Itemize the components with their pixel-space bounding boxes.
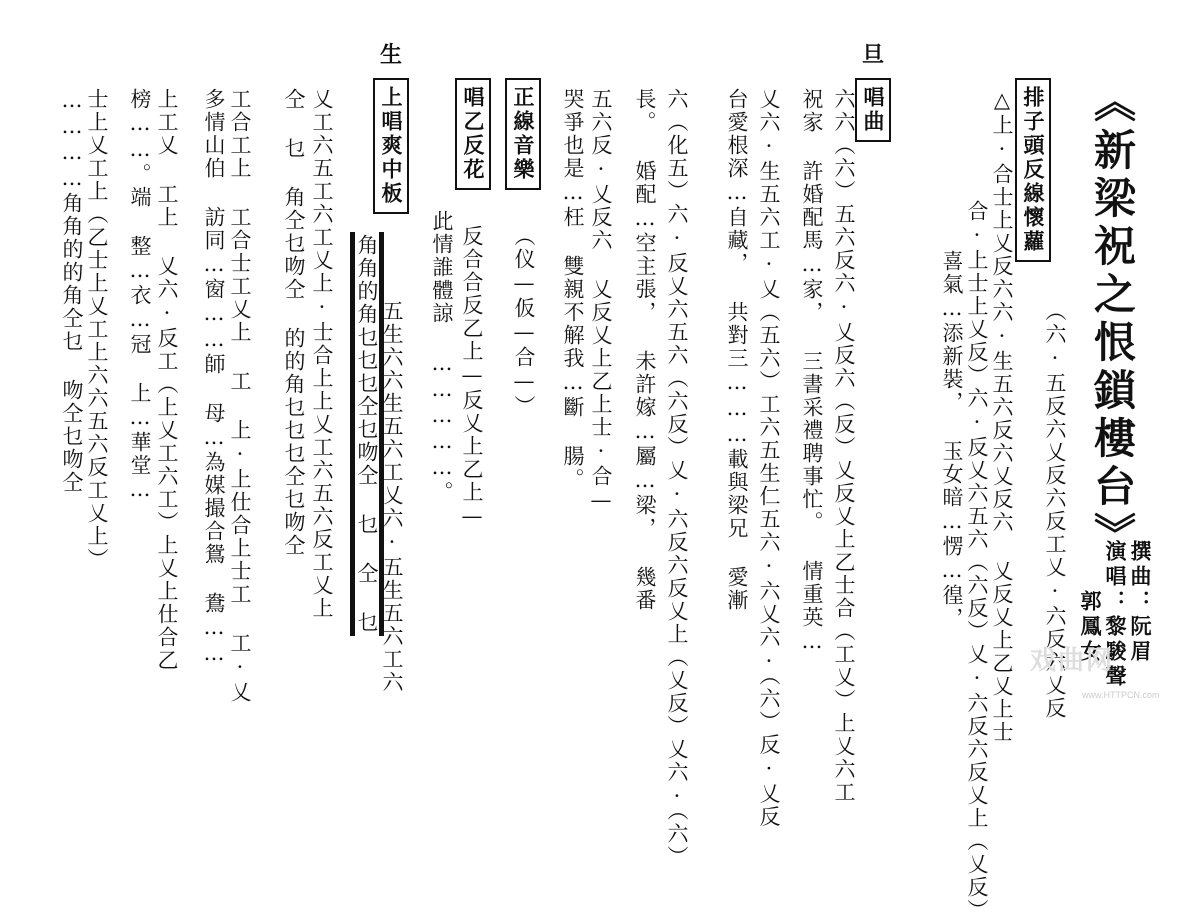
section-header-2: 唱曲	[855, 78, 891, 142]
score-line: 士上乂工上（乙士上乂工上六六五六反工乂上）	[85, 88, 109, 571]
section-header-5: 上唱爽中板	[373, 78, 409, 214]
score-line: 合·上士上乂反）六·反乂六五六（六反）乂·六反六反乂上（乂反）	[965, 200, 989, 922]
watermark-url: www.HTTPCN.com	[1082, 690, 1160, 700]
role-dan: 旦	[862, 42, 885, 68]
lyric-line: 台愛根深…自藏， 共對三………載與梁兄 愛漸	[725, 88, 749, 612]
score-line: 角角的角乜乜乜仝乜吻仝 乜 仝 乜	[350, 232, 384, 636]
score-line: 六六（六）五六反六·乂反六（反）乂反乂上乙士合（工乂）上乂六工	[832, 88, 856, 804]
score-line: 仝 乜 角仝乜吻仝 的的角乜乜乜仝乜吻仝	[282, 88, 306, 557]
score-line: 六（化五）六·反乂六五六（六反）乂·六反六反乂上（乂反）乂六·（六）	[665, 88, 689, 869]
watermark: 戏曲网	[1030, 645, 1115, 675]
lyric-line: 榜……。端 整…衣…冠 上…華堂…	[128, 88, 152, 503]
score-line: （仪—仮—合—）	[512, 225, 536, 418]
lyric-line: 祝家 許婚配馬…家， 三書采禮聘事忙。 情重英…	[800, 88, 824, 655]
lyric-line: 此情誰體諒 ……………。	[430, 210, 454, 504]
score-line: △上·合士上乂反六六·生五六反六乂反六 乂反乂上乙乂上士	[990, 88, 1014, 744]
score-line: 反合合反乙上—反乂上乙上—	[460, 225, 484, 530]
score-line: …………角角的的角仝乜 吻仝乜吻仝	[60, 88, 84, 494]
section-header-3: 正線音樂	[505, 78, 541, 190]
lyric-line: 長。 婚配…空主張， 未許嫁…屬…梁， 幾番	[633, 88, 657, 612]
title: 《新梁祝之恨鎖樓台》	[1088, 80, 1137, 560]
score-line: 工合工上 工合士工乂上 工 上·上仕合上士工 工·乂	[228, 88, 252, 704]
lyric-line: 哭爭也是…枉 雙親不解我…斷 腸。	[561, 88, 585, 491]
score-line: 五生六六生五六工乂六·五生五六工六	[380, 300, 404, 694]
score-line: （六·五反六乂反六反工乂·六反六乂反	[1043, 300, 1067, 720]
composer-credit: 撰曲：阮眉	[1128, 540, 1153, 665]
score-line: 乂六·生五六工·乂（五六）工六五生仁五六·六乂六·（六）反·乂反	[757, 88, 781, 829]
score-line: 上工乂 工上 乂六·反工（上乂工六工）上乂上仕合乙	[155, 88, 179, 672]
lyric-line: 多情山伯 訪同…窗……師 母…為媒撮合鴛 鴦……	[202, 88, 226, 667]
singer-credit-2: 郭鳳女	[1078, 590, 1103, 665]
role-sheng: 生	[380, 42, 403, 68]
singer-credit: 演唱：黎駿聲	[1103, 540, 1128, 690]
lyric-line: 喜氣…添新裝， 玉女暗…愣…徨，	[940, 250, 964, 630]
section-header-1: 排子頭反線懷蘿	[1015, 78, 1051, 262]
score-line: 乂工六五工六工乂上·士合上上乂工六五六反工乂上	[310, 88, 334, 620]
section-header-4: 唱乙反花	[455, 78, 491, 190]
score-line: 五六反·乂反六 乂反乂上乙上士·合—	[589, 88, 613, 514]
